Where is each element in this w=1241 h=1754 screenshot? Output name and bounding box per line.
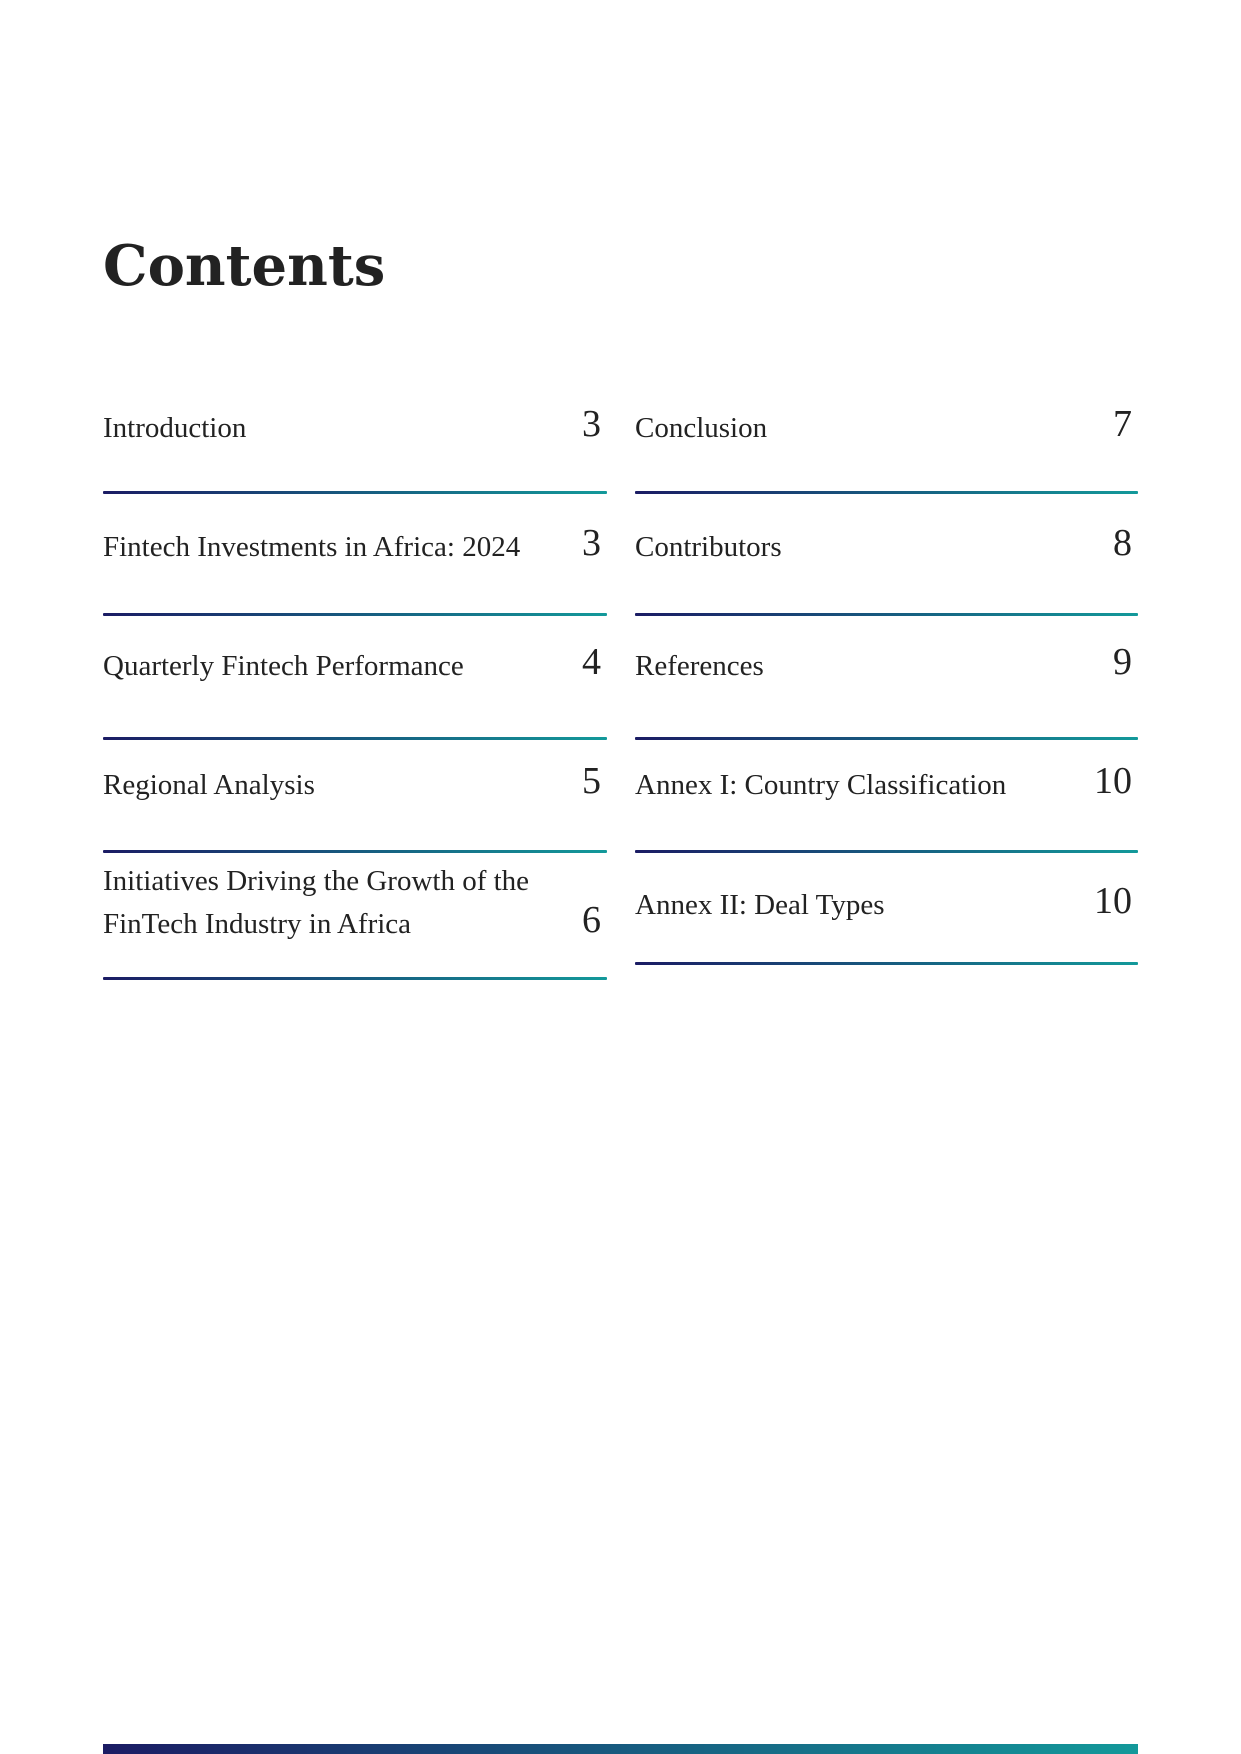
- toc-entry-divider: [635, 737, 1138, 740]
- toc-entry-label: Introduction: [103, 412, 247, 444]
- toc-entry-page-number: 3: [582, 522, 601, 564]
- toc-entry-divider: [635, 491, 1138, 494]
- toc-entry-initiatives[interactable]: [103, 860, 607, 946]
- toc-entry-label: References: [635, 650, 764, 682]
- toc-entry-divider: [635, 613, 1138, 616]
- toc-entry-divider: [103, 977, 607, 980]
- toc-entry-introduction[interactable]: [103, 403, 607, 450]
- footer-bar: [103, 1744, 1138, 1754]
- toc-entry-label: Regional Analysis: [103, 769, 315, 801]
- toc-entry-label: Annex I: Country Classification: [635, 769, 1007, 801]
- toc-entry-page-number: 10: [1094, 760, 1132, 802]
- toc-entry-page-number: 5: [582, 760, 601, 802]
- toc-entry-label: Quarterly Fintech Performance: [103, 650, 464, 682]
- toc-entry-page-number: 4: [582, 641, 601, 683]
- toc-entry-divider: [103, 491, 607, 494]
- page-title: Contents: [103, 233, 386, 299]
- toc-entry-label: Fintech Investments in Africa: 2024: [103, 531, 521, 563]
- toc-entry-regional-analysis[interactable]: [103, 760, 607, 807]
- toc-entry-page-number: 7: [1113, 403, 1132, 445]
- toc-entry-label: Contributors: [635, 531, 782, 563]
- toc-entry-references[interactable]: [635, 641, 1138, 688]
- toc-entry-quarterly-performance[interactable]: [103, 641, 607, 688]
- toc-entry-divider: [103, 737, 607, 740]
- toc-entry-label: Conclusion: [635, 412, 768, 444]
- toc-entry-divider: [635, 850, 1138, 853]
- toc-entry-fintech-investments[interactable]: [103, 522, 607, 569]
- toc-entry-label: Initiatives Driving the Growth of the FinTech Industry in Africa: [103, 865, 530, 940]
- toc-entry-contributors[interactable]: [635, 522, 1138, 569]
- toc-entry-divider: [103, 850, 607, 853]
- toc-entry-annex-deal-types[interactable]: [635, 880, 1138, 927]
- toc-entry-conclusion[interactable]: [635, 403, 1138, 450]
- toc-entry-page-number: 6: [582, 899, 601, 941]
- toc-entry-divider: [635, 962, 1138, 965]
- toc-entry-annex-country-classification[interactable]: [635, 760, 1138, 807]
- toc-entry-divider: [103, 613, 607, 616]
- toc-entry-label: Annex II: Deal Types: [635, 889, 885, 921]
- toc-entry-page-number: 3: [582, 403, 601, 445]
- toc-entry-page-number: 8: [1113, 522, 1132, 564]
- toc-entry-page-number: 10: [1094, 880, 1132, 922]
- toc-entry-page-number: 9: [1113, 641, 1132, 683]
